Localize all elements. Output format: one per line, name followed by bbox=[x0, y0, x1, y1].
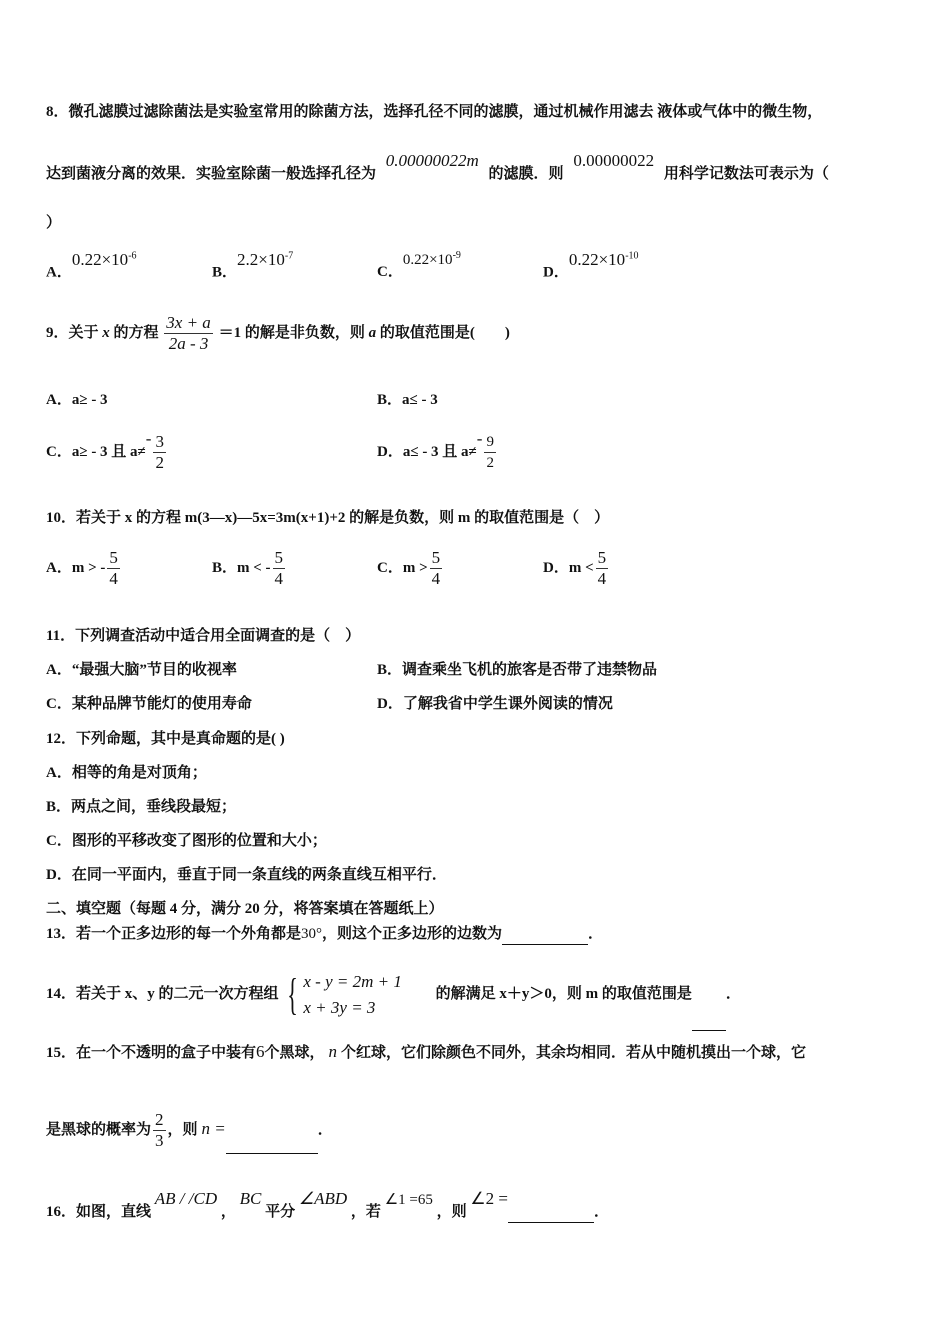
q15-text: 15．在一个不透明的盒子中装有 bbox=[46, 1045, 257, 1061]
q15-fraction bbox=[153, 1110, 166, 1151]
fraction bbox=[430, 548, 443, 589]
section-heading: 二、填空题（每题 4 分，满分 20 分，将答案填在答题纸上） bbox=[46, 901, 444, 917]
q8-options bbox=[46, 249, 906, 282]
q9-var: x bbox=[102, 325, 110, 341]
option-value bbox=[569, 250, 639, 269]
option-base: 0.22×10 bbox=[568, 249, 626, 269]
q15-text: 个红球，它们除颜色不同外，其余均相同．若从中随机摸出一个球，它 bbox=[341, 1045, 807, 1061]
q8-number: 0.00000022 bbox=[573, 151, 655, 170]
numerator: 5 bbox=[431, 548, 441, 568]
q13-stem bbox=[46, 924, 603, 945]
q14-equation-system bbox=[282, 969, 402, 1021]
q16-text: 平分 bbox=[265, 1204, 296, 1220]
option-exp: -7 bbox=[284, 250, 294, 261]
q8-text-a: 达到菌液分离的效果．实验室除菌一般选择孔径为 bbox=[46, 166, 377, 182]
fraction bbox=[484, 432, 496, 473]
option-base: 0.22×10 bbox=[71, 249, 129, 269]
option-text: C．a≥ - 3 且 a≠ bbox=[46, 444, 146, 460]
q15-var: n bbox=[328, 1042, 338, 1061]
q9-fraction bbox=[164, 313, 213, 354]
q8-line3: ） bbox=[46, 215, 62, 231]
option-label: D． bbox=[543, 264, 569, 281]
option-value bbox=[72, 250, 137, 269]
fraction bbox=[107, 548, 120, 589]
q11-option-d[interactable]: D．了解我省中学生课外阅读的情况 bbox=[377, 696, 613, 712]
denominator: 2 bbox=[486, 455, 494, 472]
q16-text: ， bbox=[220, 1204, 236, 1220]
q14-text: ． bbox=[725, 986, 741, 1002]
q15-line2 bbox=[46, 1106, 333, 1154]
q15-var: n = bbox=[201, 1119, 226, 1138]
q15-line1 bbox=[46, 1042, 806, 1063]
q9-option-b[interactable]: B．a≤ - 3 bbox=[377, 392, 438, 408]
minus-sign: - bbox=[145, 429, 152, 448]
q8-option-b[interactable] bbox=[212, 249, 294, 283]
option-exp: -10 bbox=[625, 250, 639, 261]
denominator: 2a - 3 bbox=[168, 334, 209, 354]
q13-text: 13．若一个正多边形的每一个外角都是 bbox=[46, 926, 302, 942]
option-label: C． bbox=[377, 264, 403, 280]
q13-text: ． bbox=[588, 926, 604, 942]
q15-number: 6 bbox=[256, 1042, 265, 1061]
option-text: C．m > bbox=[377, 560, 428, 576]
q12-option-b[interactable]: B．两点之间，垂线段最短； bbox=[46, 799, 237, 815]
q10-options bbox=[46, 545, 906, 591]
q9-stem bbox=[46, 310, 510, 356]
option-exp: -9 bbox=[452, 250, 461, 261]
denominator: 3 bbox=[155, 1131, 164, 1151]
q15-text: 个黑球， bbox=[264, 1045, 325, 1061]
denominator: 4 bbox=[597, 569, 607, 589]
q16-answer-blank[interactable] bbox=[508, 1202, 594, 1223]
fraction bbox=[596, 548, 609, 589]
fraction bbox=[153, 432, 166, 473]
equation-1: x - y = 2m + 1 bbox=[303, 971, 402, 991]
q14-answer-blank[interactable] bbox=[692, 958, 726, 1031]
option-base: 0.22×10 bbox=[402, 252, 453, 268]
q13-text: ，则这个正多边形的边数为 bbox=[322, 926, 503, 942]
q16-math: AB / /CD bbox=[154, 1189, 218, 1208]
q9-option-d[interactable] bbox=[377, 428, 498, 475]
option-label: A． bbox=[46, 264, 72, 281]
q9-option-a[interactable]: A．a≥ - 3 bbox=[46, 392, 108, 408]
denominator: 2 bbox=[155, 453, 164, 473]
q12-option-a[interactable]: A．相等的角是对顶角； bbox=[46, 765, 207, 781]
q15-answer-blank[interactable] bbox=[226, 1107, 318, 1154]
q8-number-m: 0.00000022m bbox=[385, 151, 479, 170]
q8-line1: 8．微孔滤膜过滤除菌法是实验室常用的除菌方法，选择孔径不同的滤膜，通过机械作用滤去 液体或气体中的微生物， bbox=[46, 104, 823, 120]
q9-option-c[interactable] bbox=[46, 428, 168, 475]
q16-math: BC bbox=[239, 1189, 262, 1208]
q11-option-b[interactable]: B．调查乘坐飞机的旅客是否带了违禁物品 bbox=[377, 662, 658, 678]
q16-stem bbox=[46, 1189, 609, 1223]
option-text: A．m > - bbox=[46, 560, 106, 576]
q9-text: ＝1 的解是非负数，则 bbox=[218, 325, 365, 341]
q14-stem bbox=[46, 958, 741, 1031]
q9-var: a bbox=[368, 325, 377, 341]
q11-option-a[interactable]: A．“最强大脑”节目的收视率 bbox=[46, 662, 237, 678]
option-text: D．a≤ - 3 且 a≠ bbox=[377, 444, 477, 460]
q13-answer-blank[interactable] bbox=[502, 924, 588, 945]
brace: { bbox=[287, 969, 299, 1019]
q10-option-a[interactable] bbox=[46, 545, 122, 591]
q11-stem: 11．下列调查活动中适合用全面调查的是（ ） bbox=[46, 628, 361, 644]
q16-math: ∠ABD bbox=[298, 1189, 348, 1208]
equation-2: x + 3y = 3 bbox=[303, 997, 376, 1017]
denominator: 4 bbox=[431, 569, 441, 589]
option-text: B．m < - bbox=[212, 560, 271, 576]
q12-option-d[interactable]: D．在同一平面内，垂直于同一条直线的两条直线互相平行． bbox=[46, 867, 447, 883]
q16-text: ，则 bbox=[436, 1204, 467, 1220]
q14-text: 14．若关于 x、y 的二元一次方程组 bbox=[46, 986, 279, 1002]
q16-math: ∠2 = bbox=[470, 1189, 508, 1208]
numerator: 3x + a bbox=[166, 313, 211, 333]
q8-option-d[interactable] bbox=[543, 249, 639, 283]
fraction bbox=[273, 548, 286, 589]
q10-option-c[interactable] bbox=[377, 545, 444, 591]
q12-stem: 12．下列命题，其中是真命题的是( ) bbox=[46, 731, 285, 747]
numerator: 5 bbox=[597, 548, 607, 568]
q8-option-c[interactable] bbox=[377, 250, 461, 282]
q15-text: ． bbox=[317, 1122, 333, 1138]
q15-text: ，则 bbox=[167, 1122, 198, 1138]
q11-option-c[interactable]: C．某种品牌节能灯的使用寿命 bbox=[46, 696, 252, 712]
q14-text: 的解满足 x＋y＞0，则 m 的取值范围是 bbox=[435, 986, 692, 1002]
option-value bbox=[237, 250, 293, 269]
q8-text-b: 的滤膜．则 bbox=[488, 166, 564, 182]
numerator: 5 bbox=[109, 548, 118, 568]
q13-angle: 30° bbox=[301, 926, 323, 942]
q9-text: 9．关于 bbox=[46, 325, 99, 341]
q8-line2 bbox=[46, 151, 829, 184]
q15-text: 是黑球的概率为 bbox=[46, 1122, 152, 1138]
numerator: 9 bbox=[484, 432, 496, 453]
q8-text-c: 用科学记数法可表示为（ bbox=[663, 166, 829, 182]
option-label: B． bbox=[212, 264, 238, 281]
q8-option-a[interactable] bbox=[46, 249, 137, 283]
q9-text: 的取值范围是( ) bbox=[379, 325, 510, 341]
option-value bbox=[403, 252, 461, 268]
q10-stem: 10．若关于 x 的方程 m(3—x)—5x=3m(x+1)+2 的解是负数，则 m 的取值范围是（ ） bbox=[46, 510, 610, 526]
numerator: 2 bbox=[155, 1110, 164, 1130]
q10-option-d[interactable] bbox=[543, 545, 610, 591]
q9-text: 的方程 bbox=[113, 325, 159, 341]
q10-option-b[interactable] bbox=[212, 545, 287, 591]
option-base: 2.2×10 bbox=[237, 249, 285, 269]
q12-option-c[interactable]: C．图形的平移改变了图形的位置和大小； bbox=[46, 833, 327, 849]
q16-text: 16．如图，直线 bbox=[46, 1204, 152, 1220]
q16-text: ，若 bbox=[350, 1204, 381, 1220]
numerator: 5 bbox=[274, 548, 284, 568]
q16-text: ． bbox=[593, 1204, 609, 1220]
denominator: 4 bbox=[109, 569, 118, 589]
option-text: D．m < bbox=[543, 560, 594, 576]
option-exp: -6 bbox=[128, 250, 137, 261]
denominator: 4 bbox=[274, 569, 284, 589]
minus-sign: - bbox=[476, 429, 483, 448]
q16-math: ∠1 =65 bbox=[384, 1192, 433, 1208]
numerator: 3 bbox=[155, 432, 164, 452]
